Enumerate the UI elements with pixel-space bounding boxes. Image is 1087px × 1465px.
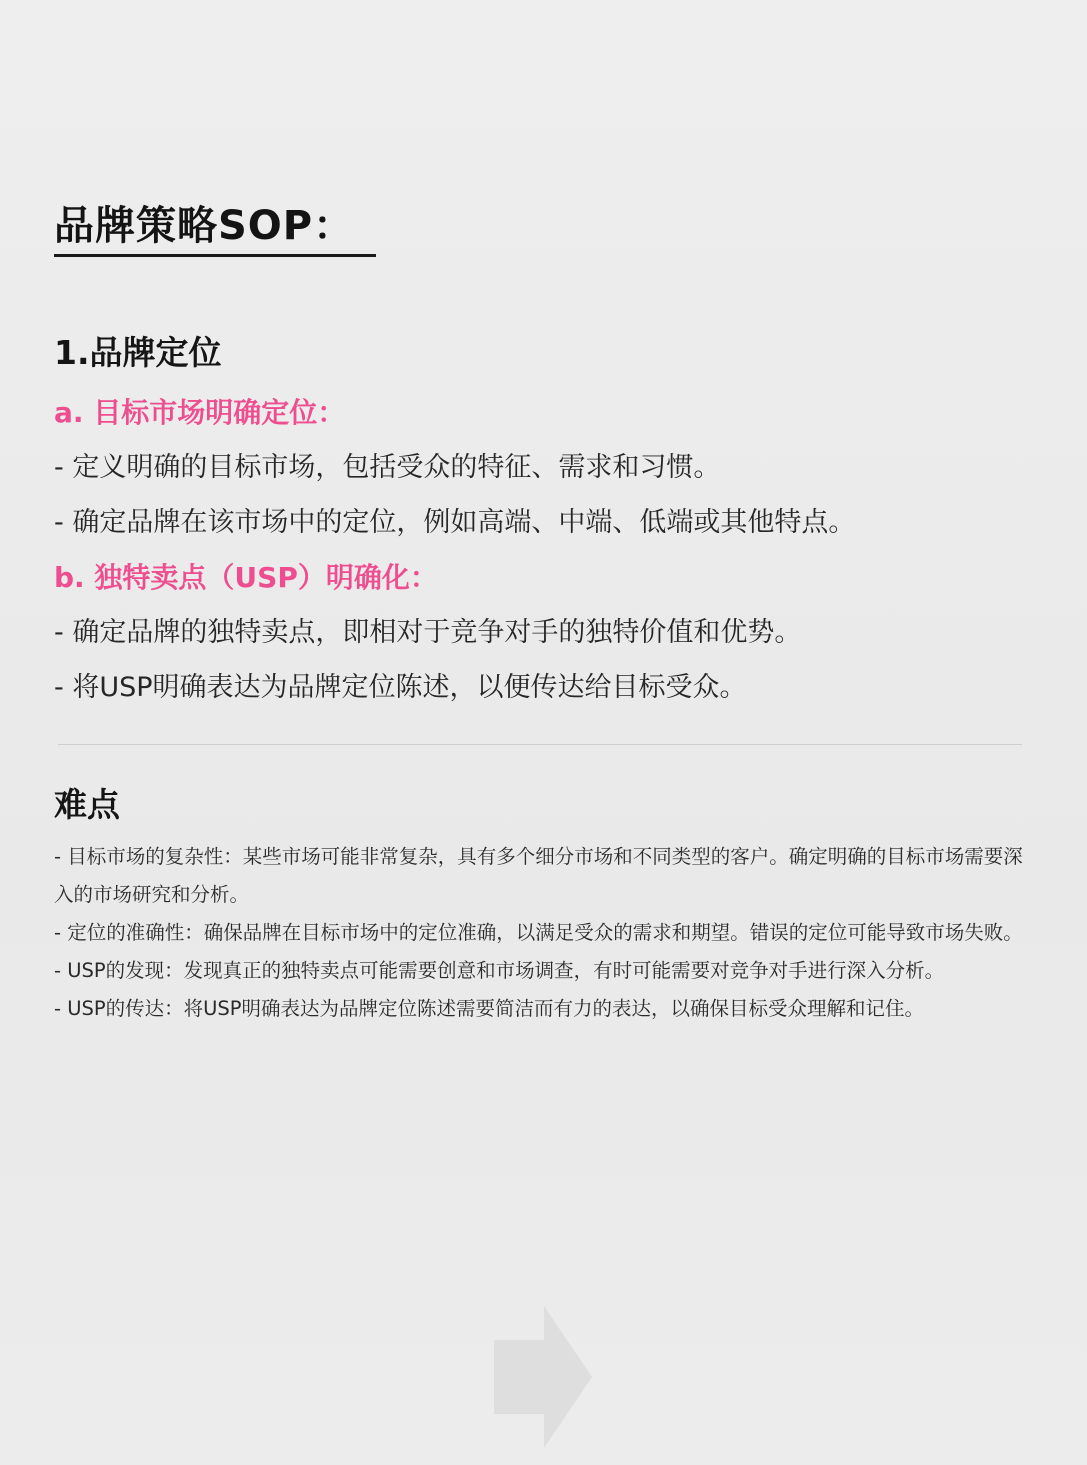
body-line: - 将USP明确表达为品牌定位陈述，以便传达给目标受众。 [54,672,747,703]
list-item: - 目标市场的复杂性：某些市场可能非常复杂，具有多个细分市场和不同类型的客户。确定明确的目标市场需要深入的市场研究和分析。 [54,845,1023,906]
divider [58,744,1022,745]
arrow-right-icon[interactable] [494,1306,592,1448]
page-title: 品牌策略SOP： [54,198,376,257]
section-heading-brand-positioning: 1.品牌定位 [54,333,222,372]
body-line: - 确定品牌的独特卖点，即相对于竞争对手的独特价值和优势。 [54,617,802,648]
body-line: - 定义明确的目标市场，包括受众的特征、需求和习惯。 [54,452,721,483]
subheading-usp: b. 独特卖点（USP）明确化： [54,561,438,594]
list-item: - 定位的准确性：确保品牌在目标市场中的定位准确，以满足受众的需求和期望。错误的定位可能导致市场失败。 [54,921,1023,944]
section-heading-difficulties: 难点 [54,785,120,824]
list-item: - USP的传达：将USP明确表达为品牌定位陈述需要简洁而有力的表达，以确保目标受众理解和记住。 [54,997,925,1020]
body-line: - 确定品牌在该市场中的定位，例如高端、中端、低端或其他特点。 [54,507,856,538]
list-item: - USP的发现：发现真正的独特卖点可能需要创意和市场调查，有时可能需要对竞争对手进行深入分析。 [54,959,945,982]
subheading-target-market: a. 目标市场明确定位： [54,396,346,429]
difficulties-list [54,838,1026,1028]
